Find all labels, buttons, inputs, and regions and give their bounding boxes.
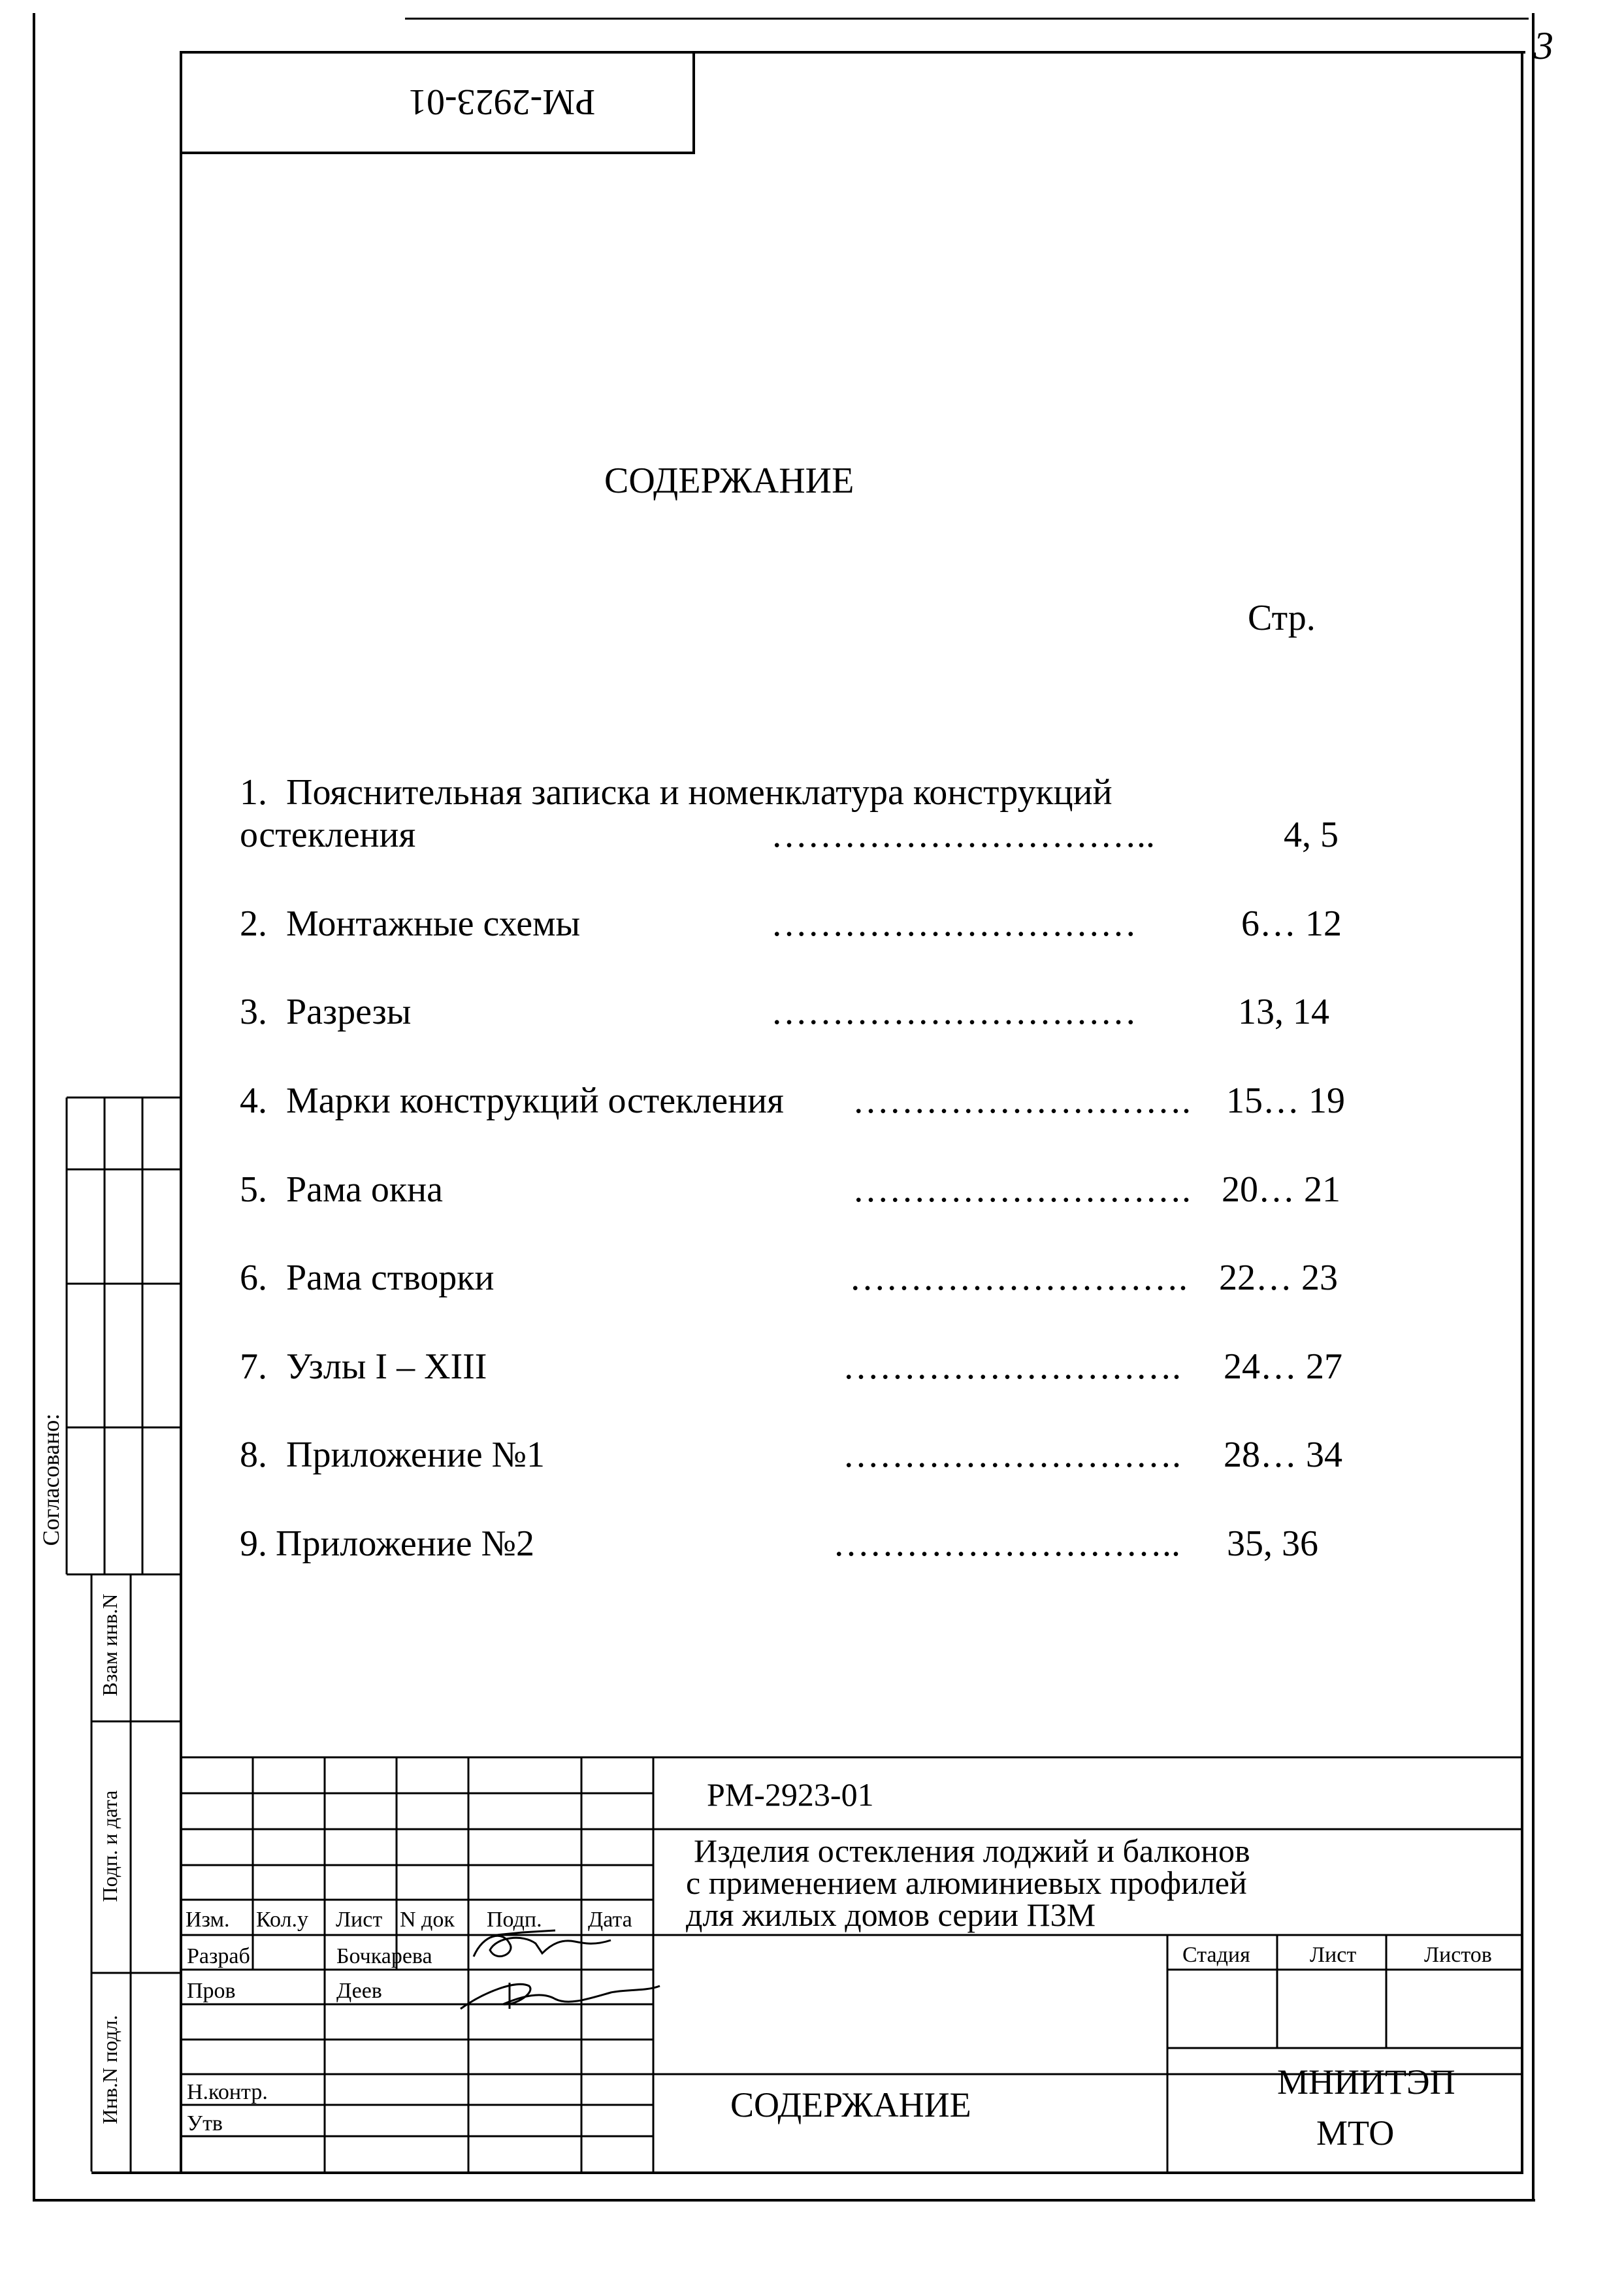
title-block-title-line: для жилых домов серии П3М <box>686 1896 1096 1933</box>
toc-item-number: 8. <box>240 1435 267 1475</box>
toc-item-title: Пояснительная записка и номенклатура конструкций <box>286 772 1112 813</box>
toc-item-leader: ………………………… <box>771 992 1137 1032</box>
toc-item-leader: ………………………. <box>853 1081 1191 1121</box>
title-block-code: РМ-2923-01 <box>707 1776 874 1813</box>
inv-orig-label: Инв.N подл. <box>98 2015 122 2124</box>
replace-inv-label: Взам инв.N <box>98 1593 122 1697</box>
page-column-label: Стр. <box>1248 598 1316 638</box>
toc-item-pages: 15… 19 <box>1226 1081 1345 1121</box>
toc-item-number: 4. <box>240 1081 267 1121</box>
toc-item-pages: 35, 36 <box>1227 1523 1318 1564</box>
name-developer: Бочкарева <box>336 1944 432 1968</box>
organization-name: МНИИТЭП <box>1277 2062 1455 2102</box>
sheet-name: СОДЕРЖАНИЕ <box>730 2085 971 2124</box>
toc-item-pages: 20… 21 <box>1222 1169 1340 1210</box>
toc-item-pages: 24… 27 <box>1224 1346 1342 1387</box>
toc-item-pages: 4, 5 <box>1284 815 1339 855</box>
stage-sheet-header: Лист <box>1310 1943 1357 1967</box>
toc-item-number: 6. <box>240 1258 267 1298</box>
toc-item-pages: 13, 14 <box>1238 992 1329 1032</box>
toc-item-title: Рама окна <box>286 1169 443 1210</box>
toc-item-number: 5. <box>240 1169 267 1210</box>
organization-unit: МТО <box>1316 2113 1395 2153</box>
toc-item-title: Приложение №1 <box>286 1435 545 1475</box>
toc-item-leader: ………………………….. <box>771 815 1155 855</box>
toc-item-title-continued: остекления <box>240 815 416 855</box>
toc-item-title: Монтажные схемы <box>286 903 581 944</box>
title-block-title-line: с применением алюминиевых профилей <box>686 1864 1247 1901</box>
title-block-title-line: Изделия остекления лоджий и балконов <box>694 1832 1250 1869</box>
toc-item-title: Приложение №2 <box>276 1523 534 1564</box>
toc-item-leader: ……………………….. <box>833 1523 1180 1564</box>
agreed-label: Согласовано: <box>38 1413 64 1546</box>
role-approved: Утв <box>187 2111 223 2136</box>
header-date: Дата <box>588 1908 632 1932</box>
stage-sheets-header: Листов <box>1424 1943 1492 1967</box>
toc-item-title: Узлы I – XIII <box>286 1346 487 1387</box>
role-checker: Пров <box>187 1979 236 2003</box>
toc-item-leader: ………………………… <box>771 903 1137 944</box>
header-signature: Подп. <box>487 1908 542 1932</box>
sheet-number: 3 <box>1534 24 1553 67</box>
toc-item-title: Разрезы <box>286 992 412 1032</box>
role-developer: Разраб <box>187 1944 250 1968</box>
toc-item-pages: 22… 23 <box>1219 1258 1338 1298</box>
header-change: Изм. <box>186 1908 230 1932</box>
toc-item-title: Рама створки <box>286 1258 495 1298</box>
toc-item-number: 3. <box>240 992 267 1032</box>
toc-item-leader: ………………………. <box>843 1435 1181 1475</box>
sign-date-label: Подп. и дата <box>98 1790 122 1902</box>
toc-item-leader: ………………………. <box>843 1346 1181 1387</box>
toc-item-number: 7. <box>240 1346 267 1387</box>
toc-item-number: 9. <box>240 1523 267 1564</box>
name-checker: Деев <box>336 1979 382 2003</box>
toc-item-pages: 28… 34 <box>1224 1435 1342 1475</box>
toc-item-title: Марки конструкций остекления <box>286 1081 784 1121</box>
role-norm-control: Н.контр. <box>187 2080 268 2104</box>
page-heading: СОДЕРЖАНИЕ <box>604 461 854 501</box>
header-doc-no: N док <box>400 1908 455 1932</box>
stage-header: Стадия <box>1182 1943 1250 1967</box>
toc-item-leader: ………………………. <box>853 1169 1191 1210</box>
header-sheet: Лист <box>336 1908 383 1932</box>
toc-item-leader: ………………………. <box>849 1258 1188 1298</box>
toc-item-pages: 6… 12 <box>1241 903 1342 944</box>
toc-item-number: 1. <box>240 772 267 813</box>
header-qty: Кол.у <box>256 1908 309 1932</box>
doc-code-top: РМ-2923-01 <box>408 82 596 122</box>
toc-item-number: 2. <box>240 903 267 944</box>
